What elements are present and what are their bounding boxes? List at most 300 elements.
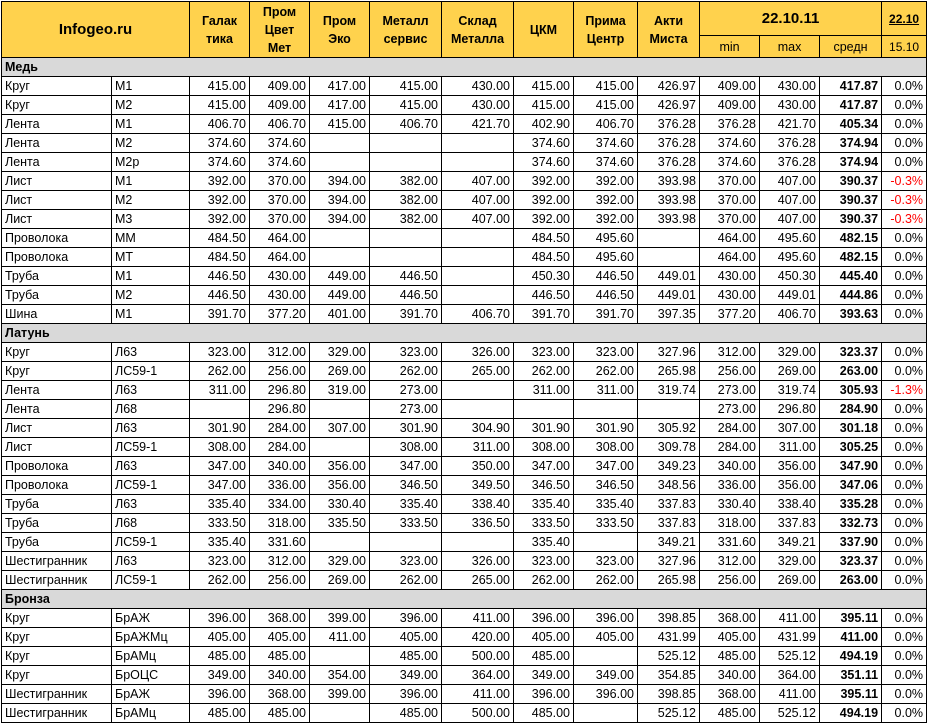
price-cell: 446.50 xyxy=(190,267,250,286)
price-cell: 347.00 xyxy=(574,457,638,476)
supplier-name-line: Цвет xyxy=(264,22,295,37)
price-cell: 349.00 xyxy=(514,666,574,685)
product-cell: Труба xyxy=(2,514,112,533)
price-cell: 374.60 xyxy=(250,153,310,172)
grade-cell: ЛС59-1 xyxy=(112,476,190,495)
price-cell: 449.00 xyxy=(310,286,370,305)
price-cell: 273.00 xyxy=(370,400,442,419)
change-cell: 0.0% xyxy=(882,305,927,324)
price-cell: 337.83 xyxy=(638,495,700,514)
average-cell: 284.90 xyxy=(820,400,882,419)
average-cell: 323.37 xyxy=(820,343,882,362)
change-cell: 0.0% xyxy=(882,134,927,153)
table-row xyxy=(2,571,927,590)
price-cell: 354.85 xyxy=(638,666,700,685)
price-cell: 262.00 xyxy=(370,571,442,590)
price-cell: 269.00 xyxy=(760,362,820,381)
price-cell: 370.00 xyxy=(250,210,310,229)
average-cell: 393.63 xyxy=(820,305,882,324)
price-cell: 347.00 xyxy=(190,476,250,495)
table-row xyxy=(2,77,927,96)
price-cell: 391.70 xyxy=(574,305,638,324)
price-cell: 330.40 xyxy=(700,495,760,514)
average-cell: 347.06 xyxy=(820,476,882,495)
supplier-name-line: тика xyxy=(206,31,234,46)
price-cell: 484.50 xyxy=(514,248,574,267)
price-cell: 421.70 xyxy=(442,115,514,134)
grade-cell: БрАЖ xyxy=(112,685,190,704)
table-row xyxy=(2,286,927,305)
price-cell: 262.00 xyxy=(514,362,574,381)
price-cell: 305.92 xyxy=(638,419,700,438)
table-row xyxy=(2,172,927,191)
price-date: 22.10.11 xyxy=(700,2,882,36)
price-cell: 308.00 xyxy=(514,438,574,457)
supplier-header xyxy=(514,2,574,58)
price-cell: 323.00 xyxy=(574,343,638,362)
table-row xyxy=(2,134,927,153)
price-cell: 329.00 xyxy=(760,552,820,571)
average-cell: 444.86 xyxy=(820,286,882,305)
price-cell: 525.12 xyxy=(638,704,700,723)
grade-cell: М3 xyxy=(112,210,190,229)
price-cell: 346.50 xyxy=(514,476,574,495)
price-cell: 312.00 xyxy=(700,343,760,362)
grade-cell: ЛС59-1 xyxy=(112,533,190,552)
price-cell: 269.00 xyxy=(760,571,820,590)
price-cell: 318.00 xyxy=(700,514,760,533)
price-cell: 394.00 xyxy=(310,191,370,210)
price-cell: 356.00 xyxy=(310,457,370,476)
product-cell: Лист xyxy=(2,210,112,229)
price-cell: 401.00 xyxy=(310,305,370,324)
price-cell xyxy=(310,438,370,457)
price-cell: 326.00 xyxy=(442,343,514,362)
grade-cell: БрАЖМц xyxy=(112,628,190,647)
price-cell: 446.50 xyxy=(514,286,574,305)
price-cell: 399.00 xyxy=(310,609,370,628)
product-cell: Лист xyxy=(2,191,112,210)
price-cell: 327.96 xyxy=(638,343,700,362)
price-cell: 256.00 xyxy=(700,571,760,590)
supplier-name-line: Эко xyxy=(328,31,351,46)
price-cell: 309.78 xyxy=(638,438,700,457)
price-cell: 392.00 xyxy=(514,172,574,191)
table-row xyxy=(2,210,927,229)
price-cell: 262.00 xyxy=(370,362,442,381)
price-cell: 421.70 xyxy=(760,115,820,134)
grade-cell: Л68 xyxy=(112,514,190,533)
price-cell: 392.00 xyxy=(190,191,250,210)
price-cell: 301.90 xyxy=(370,419,442,438)
price-cell: 370.00 xyxy=(700,191,760,210)
price-cell: 312.00 xyxy=(250,552,310,571)
price-cell: 308.00 xyxy=(370,438,442,457)
price-cell: 262.00 xyxy=(514,571,574,590)
change-cell: 0.0% xyxy=(882,571,927,590)
price-cell: 284.00 xyxy=(700,419,760,438)
grade-cell: Л68 xyxy=(112,400,190,419)
table-row xyxy=(2,191,927,210)
price-cell: 397.35 xyxy=(638,305,700,324)
price-cell xyxy=(370,134,442,153)
price-cell: 284.00 xyxy=(250,438,310,457)
product-cell: Проволока xyxy=(2,248,112,267)
product-cell: Шестигранник xyxy=(2,552,112,571)
price-cell: 296.80 xyxy=(760,400,820,419)
supplier-name-line: Пром xyxy=(322,13,357,28)
table-row xyxy=(2,628,927,647)
price-cell: 396.00 xyxy=(190,609,250,628)
product-cell: Круг xyxy=(2,647,112,666)
supplier-name-line: Акти xyxy=(653,13,684,28)
price-cell: 484.50 xyxy=(190,229,250,248)
table-row xyxy=(2,552,927,571)
price-cell xyxy=(574,647,638,666)
price-cell: 392.00 xyxy=(574,172,638,191)
price-cell: 426.97 xyxy=(638,77,700,96)
price-cell: 485.00 xyxy=(370,704,442,723)
grade-cell: Л63 xyxy=(112,495,190,514)
price-cell: 406.70 xyxy=(190,115,250,134)
price-cell: 364.00 xyxy=(760,666,820,685)
price-cell: 430.00 xyxy=(700,267,760,286)
product-cell: Лента xyxy=(2,153,112,172)
table-row xyxy=(2,685,927,704)
price-cell: 398.85 xyxy=(638,609,700,628)
price-cell: 382.00 xyxy=(370,172,442,191)
grade-cell: ЛС59-1 xyxy=(112,571,190,590)
product-cell: Круг xyxy=(2,343,112,362)
table-row xyxy=(2,267,927,286)
product-cell: Проволока xyxy=(2,229,112,248)
price-cell: 495.60 xyxy=(760,229,820,248)
price-cell: 334.00 xyxy=(250,495,310,514)
price-cell xyxy=(638,248,700,267)
price-cell: 349.00 xyxy=(574,666,638,685)
price-cell: 284.00 xyxy=(700,438,760,457)
product-cell: Лента xyxy=(2,381,112,400)
price-cell: 409.00 xyxy=(700,96,760,115)
price-cell: 335.40 xyxy=(574,495,638,514)
price-cell: 356.00 xyxy=(760,476,820,495)
price-cell: 393.98 xyxy=(638,191,700,210)
average-cell: 347.90 xyxy=(820,457,882,476)
price-cell: 485.00 xyxy=(370,647,442,666)
price-cell: 349.00 xyxy=(370,666,442,685)
supplier-name-line: Мет xyxy=(267,40,292,55)
change-cell: 0.0% xyxy=(882,476,927,495)
grade-cell: М2 xyxy=(112,96,190,115)
price-cell: 415.00 xyxy=(514,96,574,115)
supplier-header xyxy=(250,2,310,58)
price-cell: 407.00 xyxy=(760,172,820,191)
product-cell: Труба xyxy=(2,267,112,286)
supplier-name-line: Пром xyxy=(262,4,297,19)
change-cell: 0.0% xyxy=(882,267,927,286)
price-cell: 273.00 xyxy=(370,381,442,400)
table-row xyxy=(2,229,927,248)
price-cell xyxy=(442,533,514,552)
price-cell: 405.00 xyxy=(190,628,250,647)
price-cell: 265.00 xyxy=(442,362,514,381)
price-cell: 329.00 xyxy=(310,343,370,362)
price-cell: 430.00 xyxy=(760,96,820,115)
price-cell: 485.00 xyxy=(700,647,760,666)
product-cell: Лента xyxy=(2,134,112,153)
average-cell: 301.18 xyxy=(820,419,882,438)
price-cell: 405.00 xyxy=(514,628,574,647)
grade-cell: Л63 xyxy=(112,419,190,438)
product-cell: Труба xyxy=(2,286,112,305)
price-cell xyxy=(574,400,638,419)
supplier-name-line: сервис xyxy=(383,31,428,46)
price-cell: 333.50 xyxy=(574,514,638,533)
price-cell: 354.00 xyxy=(310,666,370,685)
price-cell: 307.00 xyxy=(760,419,820,438)
average-cell: 374.94 xyxy=(820,153,882,172)
table-row xyxy=(2,704,927,723)
change-cell: 0.0% xyxy=(882,400,927,419)
price-cell: 407.00 xyxy=(760,210,820,229)
table-row xyxy=(2,343,927,362)
price-cell: 406.70 xyxy=(760,305,820,324)
average-cell: 390.37 xyxy=(820,191,882,210)
table-row xyxy=(2,476,927,495)
price-cell xyxy=(442,229,514,248)
price-cell: 396.00 xyxy=(514,609,574,628)
price-cell: 382.00 xyxy=(370,191,442,210)
grade-cell: БрАМц xyxy=(112,704,190,723)
product-cell: Круг xyxy=(2,96,112,115)
supplier-header xyxy=(370,2,442,58)
price-cell xyxy=(310,704,370,723)
price-cell: 376.28 xyxy=(638,153,700,172)
price-cell: 406.70 xyxy=(370,115,442,134)
price-cell: 415.00 xyxy=(370,96,442,115)
average-cell: 445.40 xyxy=(820,267,882,286)
grade-cell: БрОЦС xyxy=(112,666,190,685)
price-cell: 265.00 xyxy=(442,571,514,590)
product-cell: Круг xyxy=(2,628,112,647)
price-cell: 430.00 xyxy=(250,286,310,305)
price-cell: 449.01 xyxy=(638,267,700,286)
price-cell: 329.00 xyxy=(760,343,820,362)
change-cell: -1.3% xyxy=(882,381,927,400)
product-cell: Проволока xyxy=(2,476,112,495)
price-cell: 301.90 xyxy=(514,419,574,438)
price-cell: 396.00 xyxy=(574,685,638,704)
price-cell: 484.50 xyxy=(190,248,250,267)
change-cell: 0.0% xyxy=(882,419,927,438)
price-cell: 308.00 xyxy=(190,438,250,457)
price-cell: 265.98 xyxy=(638,571,700,590)
price-cell: 307.00 xyxy=(310,419,370,438)
change-cell: 0.0% xyxy=(882,229,927,248)
table-row xyxy=(2,457,927,476)
price-cell: 485.00 xyxy=(190,647,250,666)
table-row xyxy=(2,115,927,134)
change-cell: 0.0% xyxy=(882,96,927,115)
supplier-header xyxy=(442,2,514,58)
price-table xyxy=(1,1,927,723)
price-cell: 430.00 xyxy=(250,267,310,286)
price-cell: 350.00 xyxy=(442,457,514,476)
price-cell: 411.00 xyxy=(760,685,820,704)
change-date: 22.10 xyxy=(882,2,927,36)
price-cell xyxy=(514,400,574,419)
price-cell: 392.00 xyxy=(574,191,638,210)
price-cell: 449.01 xyxy=(760,286,820,305)
product-cell: Шестигранник xyxy=(2,704,112,723)
price-cell: 323.00 xyxy=(574,552,638,571)
stat-min-header: min xyxy=(700,36,760,58)
change-cell: 0.0% xyxy=(882,609,927,628)
price-cell: 370.00 xyxy=(250,172,310,191)
price-cell: 415.00 xyxy=(190,96,250,115)
product-cell: Шестигранник xyxy=(2,685,112,704)
price-cell: 485.00 xyxy=(700,704,760,723)
price-cell: 415.00 xyxy=(574,96,638,115)
product-cell: Круг xyxy=(2,362,112,381)
grade-cell: М1 xyxy=(112,305,190,324)
price-cell: 335.40 xyxy=(190,533,250,552)
price-cell xyxy=(442,381,514,400)
price-cell: 450.30 xyxy=(514,267,574,286)
price-cell xyxy=(310,229,370,248)
supplier-name-line: Галак xyxy=(202,13,238,28)
price-cell: 377.20 xyxy=(700,305,760,324)
section-row xyxy=(2,58,927,77)
price-cell xyxy=(370,153,442,172)
average-cell: 482.15 xyxy=(820,229,882,248)
price-cell xyxy=(310,533,370,552)
table-row xyxy=(2,153,927,172)
supplier-name-line: Склад xyxy=(458,13,497,28)
price-cell xyxy=(190,400,250,419)
price-cell: 485.00 xyxy=(250,647,310,666)
grade-cell: М1 xyxy=(112,267,190,286)
supplier-header xyxy=(574,2,638,58)
change-cell: 0.0% xyxy=(882,248,927,267)
price-cell: 336.00 xyxy=(250,476,310,495)
product-cell: Лист xyxy=(2,438,112,457)
price-cell: 311.00 xyxy=(442,438,514,457)
price-cell: 446.50 xyxy=(370,267,442,286)
product-cell: Круг xyxy=(2,77,112,96)
price-cell: 340.00 xyxy=(250,457,310,476)
table-row xyxy=(2,514,927,533)
table-row xyxy=(2,362,927,381)
table-row xyxy=(2,438,927,457)
average-cell: 374.94 xyxy=(820,134,882,153)
price-cell: 392.00 xyxy=(190,210,250,229)
price-cell: 301.90 xyxy=(574,419,638,438)
product-cell: Круг xyxy=(2,666,112,685)
average-cell: 337.90 xyxy=(820,533,882,552)
price-cell: 382.00 xyxy=(370,210,442,229)
change-cell: 0.0% xyxy=(882,628,927,647)
grade-cell: Л63 xyxy=(112,343,190,362)
price-cell: 256.00 xyxy=(700,362,760,381)
change-cell: -0.3% xyxy=(882,172,927,191)
price-cell: 402.90 xyxy=(514,115,574,134)
average-cell: 390.37 xyxy=(820,172,882,191)
average-cell: 263.00 xyxy=(820,362,882,381)
table-row xyxy=(2,609,927,628)
price-cell: 336.50 xyxy=(442,514,514,533)
price-cell: 335.40 xyxy=(514,495,574,514)
change-cell: 0.0% xyxy=(882,552,927,571)
price-cell: 406.70 xyxy=(442,305,514,324)
price-cell: 392.00 xyxy=(514,210,574,229)
product-cell: Лента xyxy=(2,115,112,134)
price-cell: 349.21 xyxy=(638,533,700,552)
price-cell: 330.40 xyxy=(310,495,370,514)
price-cell: 273.00 xyxy=(700,381,760,400)
average-cell: 390.37 xyxy=(820,210,882,229)
price-cell xyxy=(574,533,638,552)
price-cell: 396.00 xyxy=(574,609,638,628)
price-cell: 446.50 xyxy=(574,267,638,286)
price-cell: 415.00 xyxy=(514,77,574,96)
price-cell: 525.12 xyxy=(760,704,820,723)
price-cell: 329.00 xyxy=(310,552,370,571)
table-row xyxy=(2,647,927,666)
price-cell: 331.60 xyxy=(250,533,310,552)
price-cell: 394.00 xyxy=(310,210,370,229)
price-cell: 393.98 xyxy=(638,172,700,191)
grade-cell: М2 xyxy=(112,191,190,210)
change-cell: 0.0% xyxy=(882,343,927,362)
price-cell: 495.60 xyxy=(574,248,638,267)
price-cell: 431.99 xyxy=(760,628,820,647)
change-cell: 0.0% xyxy=(882,704,927,723)
price-cell: 417.00 xyxy=(310,96,370,115)
product-cell: Шина xyxy=(2,305,112,324)
price-cell: 376.28 xyxy=(760,134,820,153)
table-row xyxy=(2,495,927,514)
change-cell: 0.0% xyxy=(882,647,927,666)
price-cell: 311.00 xyxy=(574,381,638,400)
change-cell: 0.0% xyxy=(882,438,927,457)
price-cell: 374.60 xyxy=(574,134,638,153)
price-cell: 374.60 xyxy=(250,134,310,153)
price-cell: 368.00 xyxy=(700,685,760,704)
price-cell: 323.00 xyxy=(514,343,574,362)
price-cell xyxy=(310,153,370,172)
price-cell: 338.40 xyxy=(442,495,514,514)
price-cell: 426.97 xyxy=(638,96,700,115)
price-cell xyxy=(370,533,442,552)
price-cell xyxy=(442,286,514,305)
price-cell: 346.50 xyxy=(574,476,638,495)
price-cell: 262.00 xyxy=(190,362,250,381)
price-cell: 391.70 xyxy=(514,305,574,324)
price-cell: 356.00 xyxy=(310,476,370,495)
table-row xyxy=(2,248,927,267)
price-cell: 417.00 xyxy=(310,77,370,96)
price-cell: 262.00 xyxy=(574,571,638,590)
change-cell: -0.3% xyxy=(882,210,927,229)
average-cell: 395.11 xyxy=(820,609,882,628)
average-cell: 411.00 xyxy=(820,628,882,647)
price-cell: 319.74 xyxy=(638,381,700,400)
price-cell: 449.01 xyxy=(638,286,700,305)
supplier-name-line: ЦКМ xyxy=(529,22,558,37)
price-cell: 446.50 xyxy=(370,286,442,305)
supplier-name-line: Центр xyxy=(586,31,625,46)
